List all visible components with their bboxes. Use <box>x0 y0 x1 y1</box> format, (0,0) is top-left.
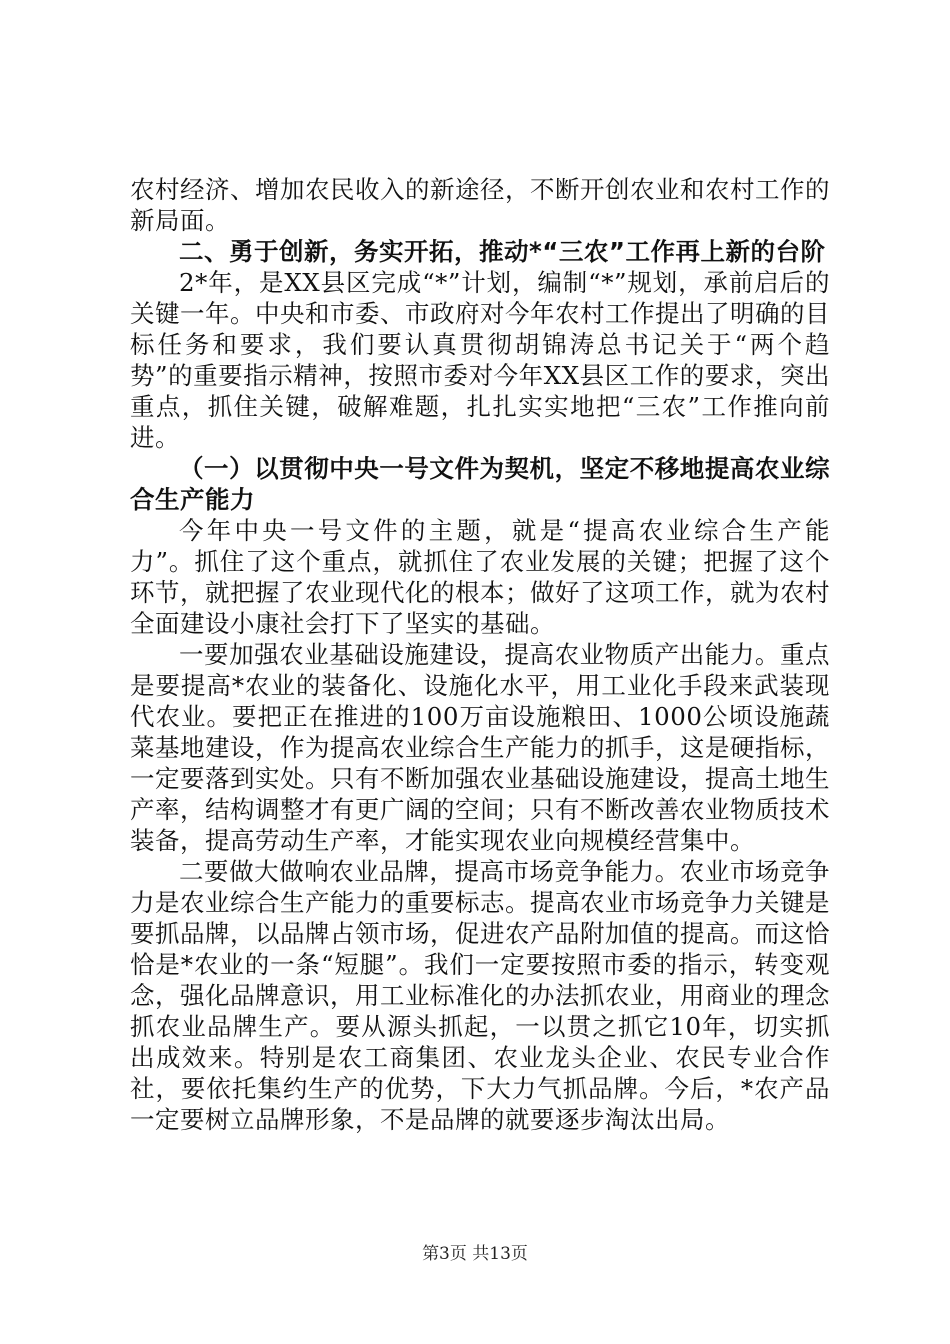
page-number-footer: 第3页 共13页 <box>422 1244 528 1264</box>
section-heading: 二、勇于创新，务实开拓，推动*“三农”工作再上新的台阶 <box>179 237 826 266</box>
paragraph: 2*年，是XX县区完成“*”计划，编制“*”规划，承前启后的关键一年。中央和市委、市政府对今年农村工作提出了明确的目标任务和要求，我们要认真贯彻胡锦涛总书记关于“两个趋势”的重要指示精神，按照市委对今年XX县区工作的要求，突出重点，抓住关键，破解难题，扎扎实实地把“三农”工作推向前进。 <box>130 268 830 452</box>
paragraph: 今年中央一号文件的主题，就是“提高农业综合生产能力”。抓住了这个重点，就抓住了农业发展的关键；把握了这个环节，就把握了农业现代化的根本；做好了这项工作，就为农村全面建设小康社会打下了坚实的基础。 <box>130 516 830 638</box>
paragraph: 二要做大做响农业品牌，提高市场竞争能力。农业市场竞争力是农业综合生产能力的重要标志。提高农业市场竞争力关键是要抓品牌，以品牌占领市场，促进农产品附加值的提高。而这恰恰是*农业的一条“短腿”。我们一定要按照市委的指示，转变观念，强化品牌意识，用工业标准化的办法抓农业，用商业的理念抓农业品牌生产。要从源头抓起，一以贯之抓它10年，切实抓出成效来。特别是农工商集团、农业龙头企业、农民专业合作社，要依托集约生产的优势，下大力气抓品牌。今后，*农产品一定要树立品牌形象，不是品牌的就要逐步淘汰出局。 <box>130 857 830 1134</box>
paragraph-continuation: 农村经济、增加农民收入的新途径，不断开创农业和农村工作的新局面。 <box>130 175 830 235</box>
document-body <box>130 174 830 1135</box>
paragraph: 一要加强农业基础设施建设，提高农业物质产出能力。重点是要提高*农业的装备化、设施化水平，用工业化手段来武装现代农业。要把正在推进的100万亩设施粮田、1000公顷设施蔬菜基地建设，作为提高农业综合生产能力的抓手，这是硬指标，一定要落到实处。只有不断加强农业基础设施建设，提高土地生产率，结构调整才有更广阔的空间；只有不断改善农业物质技术装备，提高劳动生产率，才能实现农业向规模经营集中。 <box>130 640 830 855</box>
subsection-heading: （一）以贯彻中央一号文件为契机，坚定不移地提高农业综合生产能力 <box>130 454 830 514</box>
